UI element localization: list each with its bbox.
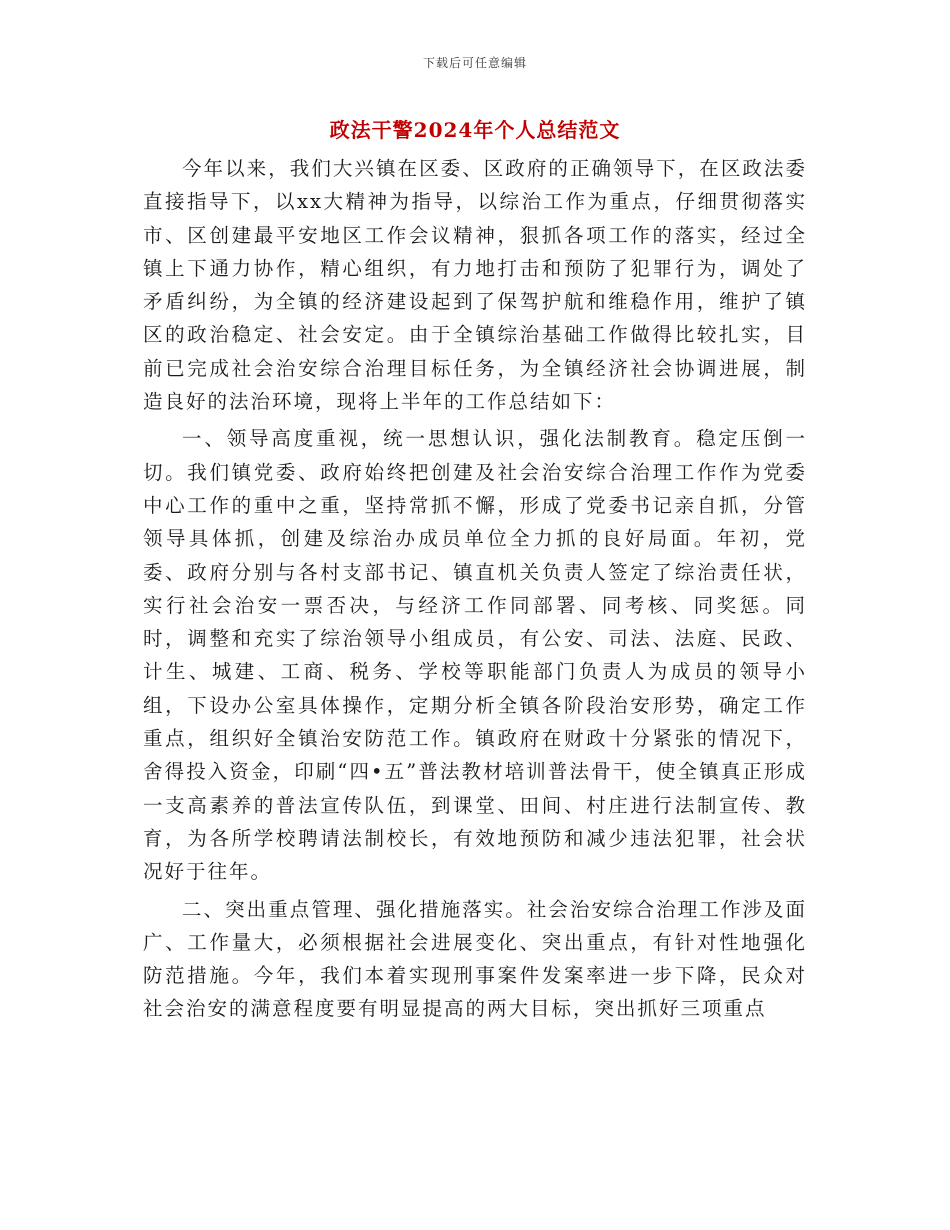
paragraph-section-1: 一、领导高度重视，统一思想认识，强化法制教育。稳定压倒一切。我们镇党委、政府始终把创建及社会治安综合治理工作作为党委中心工作的重中之重，坚持常抓不懈，形成了党委书记亲自抓，分管领导具体抓，创建及综治办成员单位全力抓的良好局面。年初，党委、政府分别与各村支部书记、镇直机关负责人签定了综治责任状，实行社会治安一票否决，与经济工作同部署、同考核、同奖惩。同时，调整和充实了综治领导小组成员，有公安、司法、法庭、民政、计生、城建、工商、税务、学校等职能部门负责人为成员的领导小组，下设办公室具体操作，定期分析全镇各阶段治安形势，确定工作重点，组织好全镇治安防范工作。镇政府在财政十分紧张的情况下，舍得投入资金，印刷“四•五”普法教材培训普法骨干，使全镇真正形成一支高素养的普法宣传队伍，到课堂、田间、村庄进行法制宣传、教育，为各所学校聘请法制校长，有效地预防和减少违法犯罪，社会状况好于往年。 <box>143 427 807 884</box>
document-title: 政法干警2024年个人总结范文 <box>329 118 621 142</box>
paragraph-intro: 今年以来，我们大兴镇在区委、区政府的正确领导下，在区政法委直接指导下，以xx大精神为指导，以综治工作为重点，仔细贯彻落实市、区创建最平安地区工作会议精神，狠抓各项工作的落实，经过全镇上下通力协作，精心组织，有力地打击和预防了犯罪行为，调处了矛盾纠纷，为全镇的经济建设起到了保驾护航和维稳作用，维护了镇区的政治稳定、社会安定。由于全镇综治基础工作做得比较扎实，目前已完成社会治安综合治理目标任务，为全镇经济社会协调进展，制造良好的法治环境，现将上半年的工作总结如下： <box>143 157 807 414</box>
document-body <box>143 152 807 1026</box>
paragraph-section-2: 二、突出重点管理、强化措施落实。社会治安综合治理工作涉及面广、工作量大，必须根据社会进展变化、突出重点，有针对性地强化防范措施。今年，我们本着实现刑事案件发案率进一步下降，民众对社会治安的满意程度要有明显提高的两大目标，突出抓好三项重点 <box>143 897 807 1021</box>
header-note: 下载后可任意编辑 <box>422 56 527 70</box>
